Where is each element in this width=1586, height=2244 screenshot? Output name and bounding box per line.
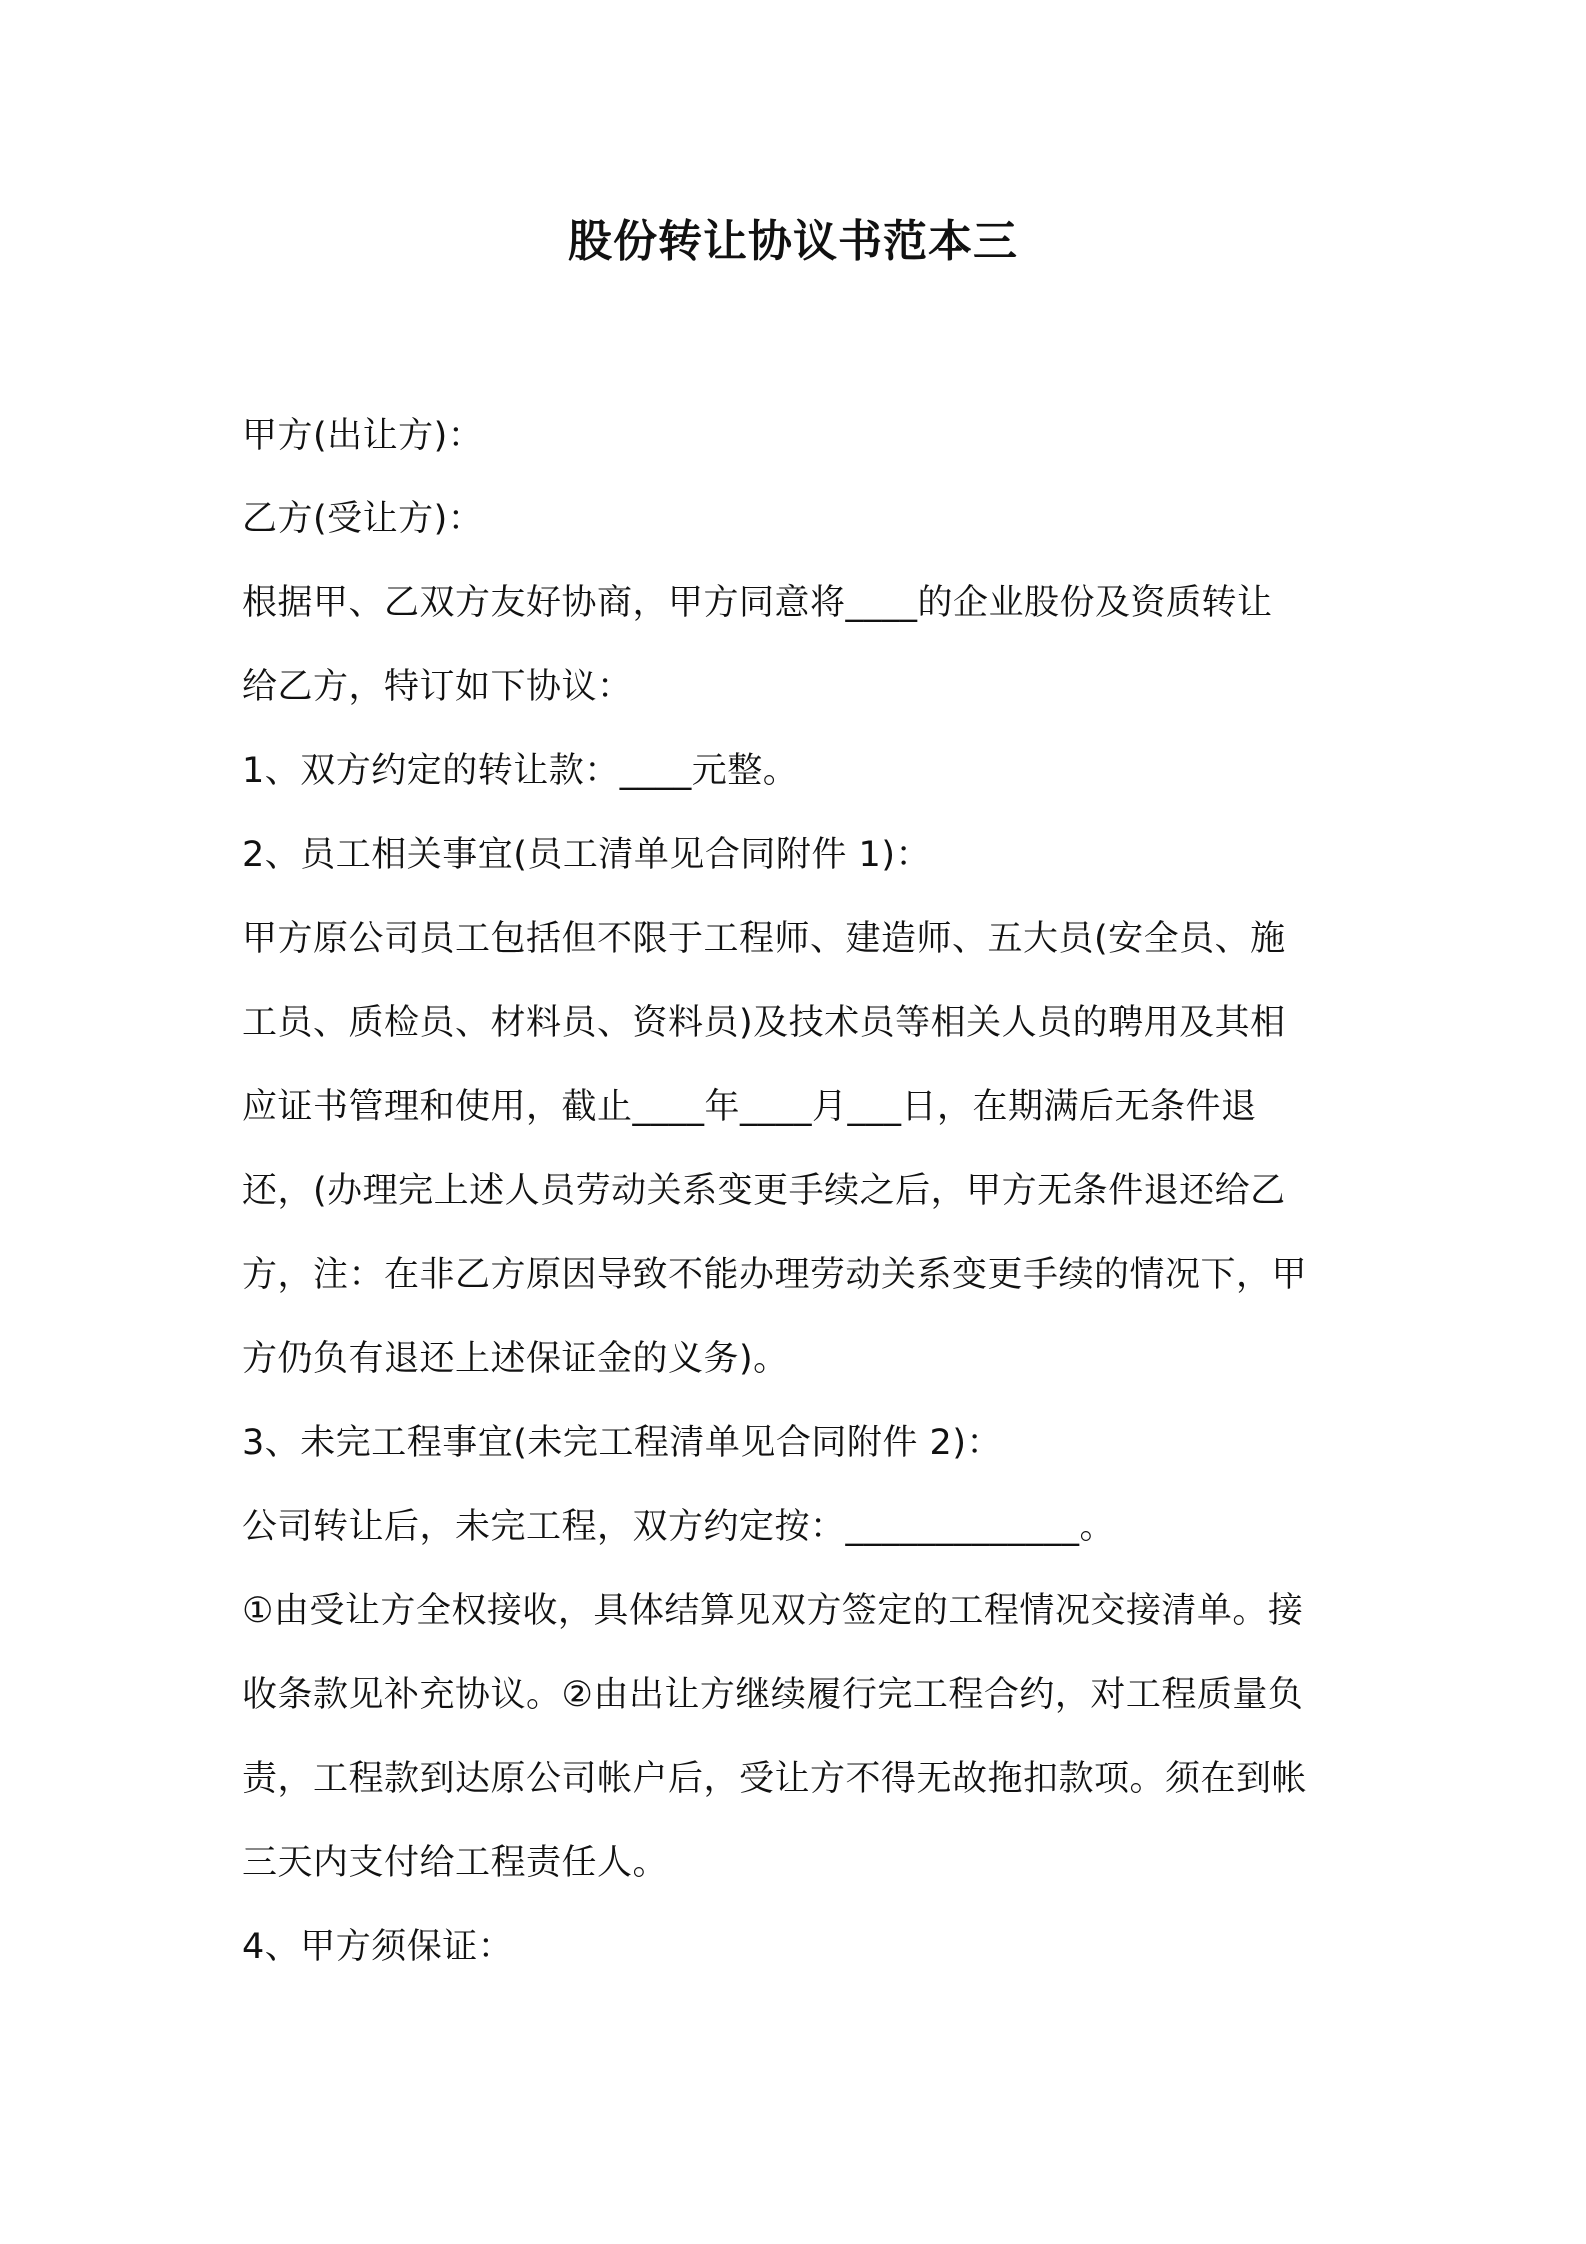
document-title: 股份转让协议书范本三 [568, 216, 1018, 267]
clause-2-heading: 2、员工相关事宜(员工清单见合同附件 1)： [242, 835, 931, 875]
clause-3-body-line: 收条款见补充协议。②由出让方继续履行完工程合约，对工程质量负 [242, 1675, 1304, 1715]
clause-2-body-line: 甲方原公司员工包括但不限于工程师、建造师、五大员(安全员、施 [242, 919, 1286, 959]
party-b-line: 乙方(受让方)： [242, 499, 484, 539]
clause-4-heading: 4、甲方须保证： [242, 1927, 514, 1967]
clause-2-body-line: 应证书管理和使用，截止____年____月___日，在期满后无条件退 [242, 1087, 1257, 1127]
clause-3-body-line: ①由受让方全权接收，具体结算见双方签定的工程情况交接清单。接 [242, 1591, 1304, 1631]
intro-paragraph-line: 给乙方，特订如下协议： [242, 667, 633, 707]
intro-paragraph-line: 根据甲、乙双方友好协商，甲方同意将____的企业股份及资质转让 [242, 583, 1273, 623]
clause-3-heading: 3、未完工程事宜(未完工程清单见合同附件 2)： [242, 1423, 1002, 1463]
clause-2-body-line: 还，(办理完上述人员劳动关系变更手续之后，甲方无条件退还给乙 [242, 1171, 1286, 1211]
clause-3-body-line: 责，工程款到达原公司帐户后，受让方不得无故拖扣款项。须在到帐 [242, 1759, 1308, 1799]
party-a-line: 甲方(出让方)： [242, 416, 484, 456]
clause-2-body-line: 方仍负有退还上述保证金的义务)。 [242, 1339, 789, 1379]
clause-2-body-line: 方，注：在非乙方原因导致不能办理劳动关系变更手续的情况下，甲 [242, 1255, 1308, 1295]
clause-2-body-line: 工员、质检员、材料员、资料员)及技术员等相关人员的聘用及其相 [242, 1003, 1286, 1043]
clause-1-line: 1、双方约定的转让款：____元整。 [242, 751, 799, 791]
clause-3-body-line: 三天内支付给工程责任人。 [242, 1843, 669, 1883]
clause-3-body-line: 公司转让后，未完工程，双方约定按：_____________。 [242, 1507, 1116, 1547]
